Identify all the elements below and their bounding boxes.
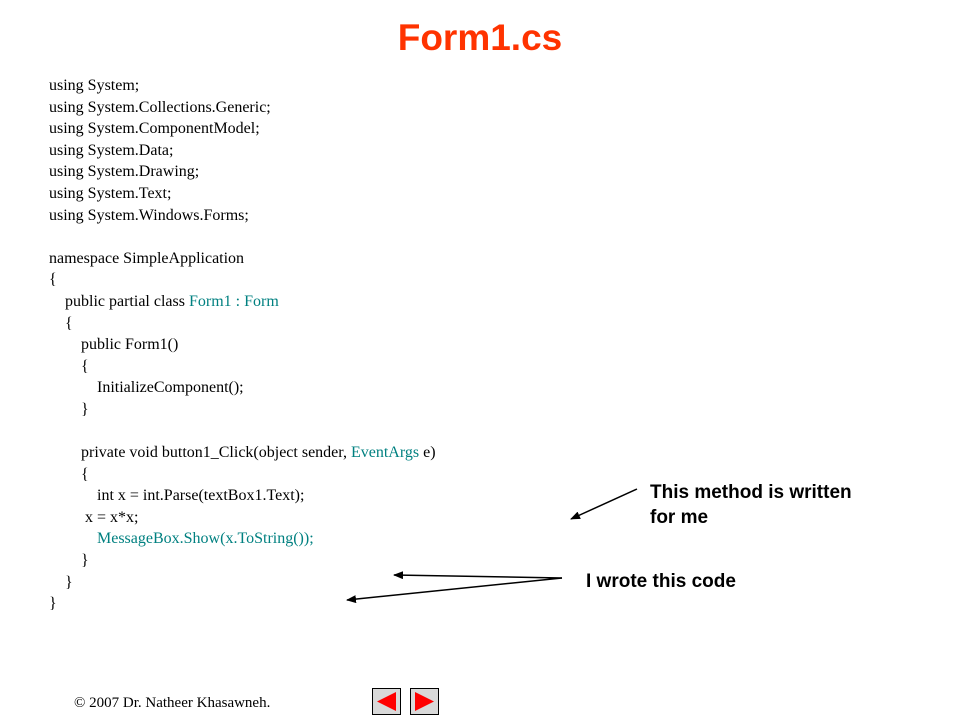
arrow-to-inner-brace [394, 575, 562, 578]
code-text: using System.Drawing; [49, 163, 200, 181]
code-type-token: EventArgs [350, 444, 420, 462]
nav-previous-button[interactable] [372, 688, 401, 715]
code-text: using System.Collections.Generic; [49, 98, 271, 116]
code-type-token: Form1 : Form [188, 292, 279, 310]
code-text: int x = int.Parse(textBox1.Text); [49, 487, 305, 505]
code-text: e) [419, 444, 436, 462]
arrow-to-method [571, 489, 637, 519]
right-arrow-icon [413, 691, 436, 712]
code-text: using System.Text; [49, 184, 172, 202]
code-text: { [49, 357, 89, 375]
code-text: using System.Windows.Forms; [49, 206, 249, 224]
code-text: } [49, 552, 89, 570]
code-text: public partial class [49, 292, 189, 310]
code-text: x = x*x; [49, 508, 139, 526]
code-text: } [49, 573, 73, 591]
code-text: using System; [49, 77, 140, 94]
code-text: namespace SimpleApplication [49, 249, 245, 267]
code-type-token: MessageBox.Show(x.ToString()); [97, 530, 314, 548]
left-arrow-icon [375, 691, 398, 712]
code-text: { [49, 465, 89, 483]
annotation-line: for me [650, 507, 709, 528]
footer-copyright: © 2007 Dr. Natheer Khasawneh. [74, 695, 271, 711]
code-text: InitializeComponent(); [49, 379, 244, 397]
code-text: private void button1_Click(object sender, [49, 444, 351, 462]
nav-next-button[interactable] [410, 688, 439, 715]
annotation-line: This method is written [650, 482, 852, 503]
code-text: } [49, 595, 57, 613]
slide-title: Form1.cs [397, 17, 563, 58]
code-text: public Form1() [49, 336, 179, 354]
code-text: using System.ComponentModel; [49, 120, 260, 138]
code-text: { [49, 314, 73, 332]
annotation-line: I wrote this code [586, 571, 736, 592]
code-text: } [49, 400, 89, 418]
arrow-to-outer-brace [347, 578, 562, 600]
code-text: { [49, 271, 57, 289]
code-text: using System.Data; [49, 141, 174, 159]
